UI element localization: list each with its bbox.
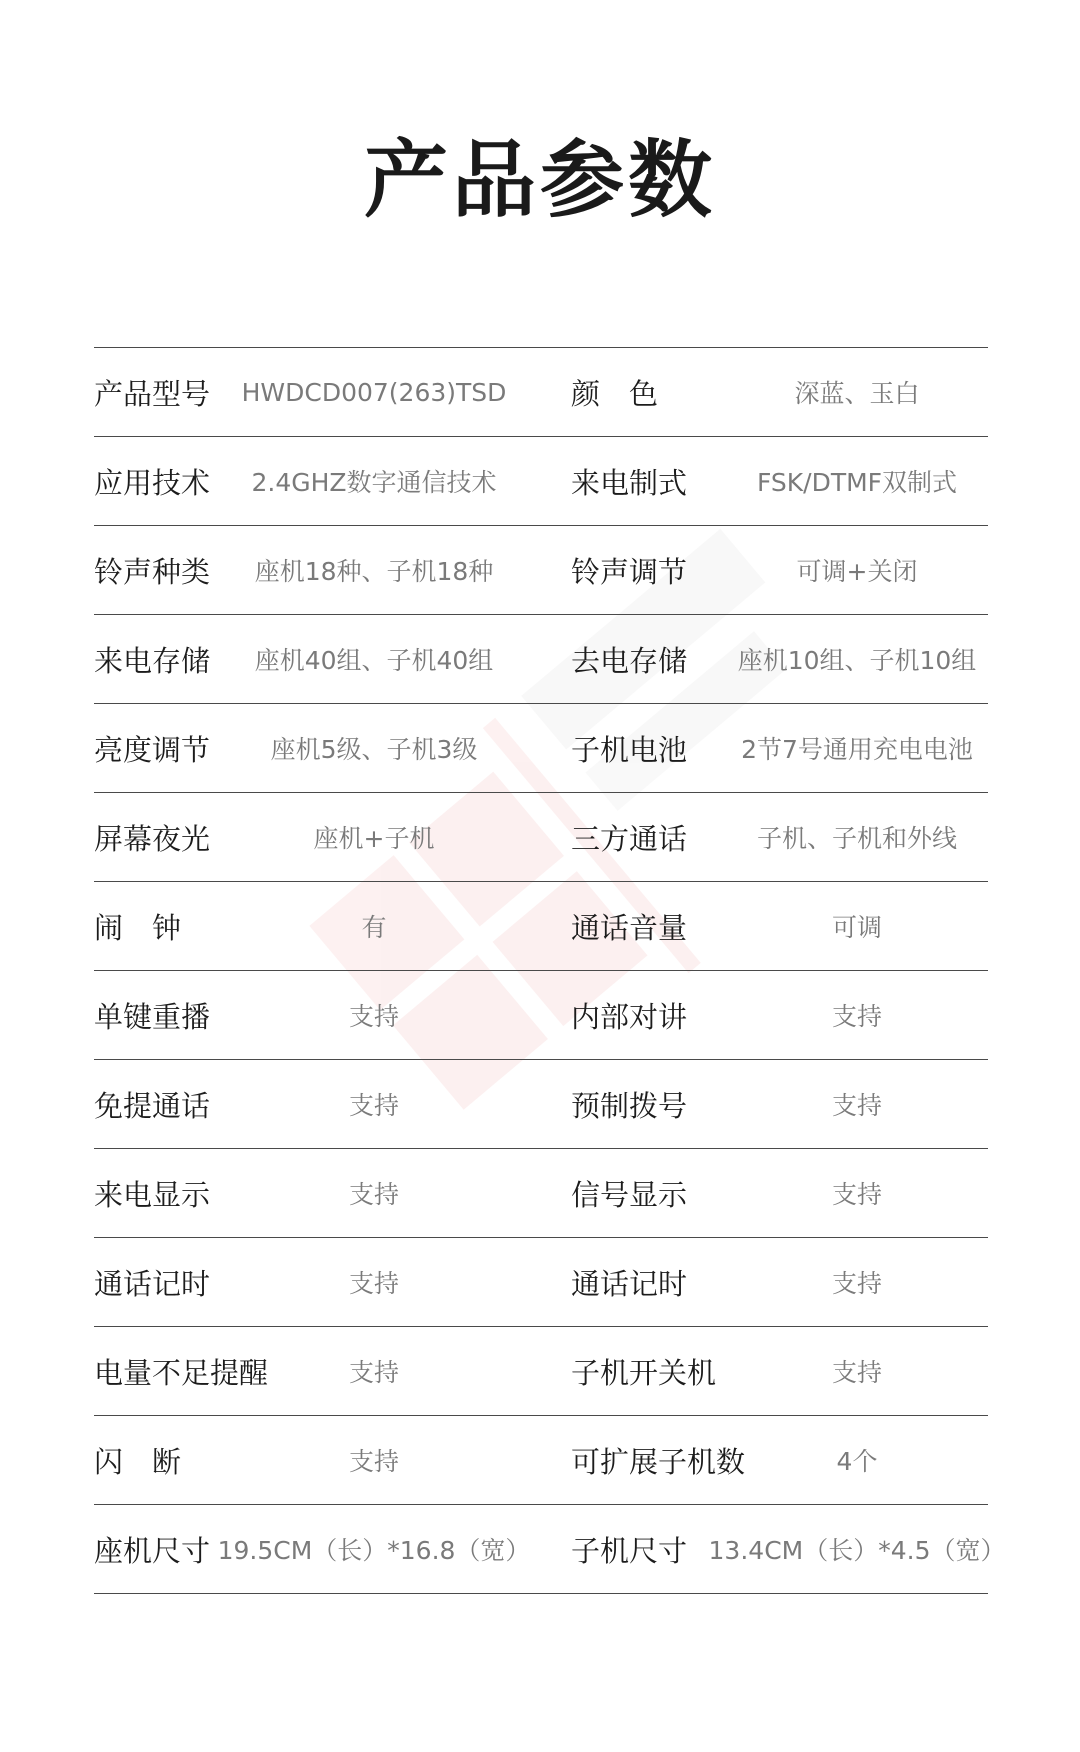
spec-value: FSK/DTMF双制式 <box>756 468 958 497</box>
spec-label: 来电制式 <box>571 465 688 500</box>
spec-row <box>94 1416 988 1505</box>
spec-value: 深蓝、玉白 <box>794 379 920 408</box>
spec-row <box>94 1505 1006 1594</box>
spec-label: 座机尺寸 <box>94 1533 211 1568</box>
spec-label: 亮度调节 <box>94 732 211 767</box>
spec-label: 通话音量 <box>571 910 688 945</box>
spec-label: 子机尺寸 <box>571 1533 688 1568</box>
spec-label: 来电显示 <box>94 1177 211 1212</box>
spec-value: 可调 <box>831 913 882 942</box>
spec-value: 支持 <box>348 1269 399 1298</box>
spec-value: 支持 <box>348 1358 399 1387</box>
spec-label: 闪 断 <box>94 1444 182 1479</box>
spec-label: 预制拨号 <box>571 1088 688 1123</box>
spec-value: 支持 <box>831 1358 882 1387</box>
spec-row <box>94 526 988 615</box>
spec-value: 座机+子机 <box>313 824 435 853</box>
spec-label: 去电存储 <box>571 643 688 678</box>
spec-value: 支持 <box>831 1269 882 1298</box>
spec-value: 支持 <box>831 1002 882 1031</box>
spec-label: 屏幕夜光 <box>94 821 211 856</box>
spec-value: 2.4GHZ数字通信技术 <box>251 468 497 497</box>
spec-label: 闹 钟 <box>94 910 182 945</box>
spec-label: 产品型号 <box>94 376 211 411</box>
spec-value: 座机5级、子机3级 <box>270 735 478 764</box>
spec-label: 通话记时 <box>571 1266 688 1301</box>
spec-value: 座机40组、子机40组 <box>254 646 494 675</box>
spec-label: 免提通话 <box>94 1088 211 1123</box>
spec-row <box>94 793 988 882</box>
spec-label: 子机电池 <box>571 732 688 767</box>
spec-label: 三方通话 <box>571 821 688 856</box>
spec-label: 铃声调节 <box>571 554 688 589</box>
spec-row <box>94 1238 988 1327</box>
spec-label: 单键重播 <box>94 999 211 1034</box>
spec-value: 支持 <box>348 1447 399 1476</box>
spec-label: 可扩展子机数 <box>571 1444 746 1479</box>
spec-value: 支持 <box>348 1002 399 1031</box>
spec-value: HWDCD007(263)TSD <box>241 377 507 407</box>
spec-label: 信号显示 <box>571 1177 688 1212</box>
spec-row <box>94 348 988 437</box>
spec-value: 支持 <box>348 1180 399 1209</box>
spec-label: 内部对讲 <box>571 999 688 1034</box>
spec-label: 电量不足提醒 <box>94 1355 269 1390</box>
spec-value: 19.5CM（长）*16.8（宽） <box>217 1536 531 1565</box>
spec-value: 支持 <box>831 1091 882 1120</box>
spec-table <box>94 347 1006 1594</box>
spec-label: 子机开关机 <box>571 1355 717 1390</box>
spec-value: 可调+关闭 <box>796 557 918 586</box>
spec-value: 2节7号通用充电电池 <box>741 735 973 764</box>
spec-value: 有 <box>361 913 387 942</box>
page-title: 产品参数 <box>363 131 716 229</box>
spec-label: 应用技术 <box>94 465 211 500</box>
spec-value: 座机18种、子机18种 <box>254 557 494 586</box>
spec-row <box>94 437 988 526</box>
spec-label: 来电存储 <box>94 643 211 678</box>
spec-row <box>94 971 988 1060</box>
spec-row <box>94 882 988 971</box>
spec-label: 铃声种类 <box>94 554 211 589</box>
spec-row <box>94 1060 988 1149</box>
spec-value: 子机、子机和外线 <box>756 824 957 853</box>
spec-value: 座机10组、子机10组 <box>737 646 977 675</box>
spec-label: 通话记时 <box>94 1266 211 1301</box>
spec-row <box>94 615 988 704</box>
spec-value: 4个 <box>836 1447 878 1476</box>
spec-row <box>94 704 988 793</box>
spec-label: 颜 色 <box>571 376 659 411</box>
spec-value: 支持 <box>831 1180 882 1209</box>
spec-value: 13.4CM（长）*4.5（宽） <box>708 1536 1006 1565</box>
spec-value: 支持 <box>348 1091 399 1120</box>
spec-row <box>94 1149 988 1238</box>
spec-row <box>94 1327 988 1416</box>
